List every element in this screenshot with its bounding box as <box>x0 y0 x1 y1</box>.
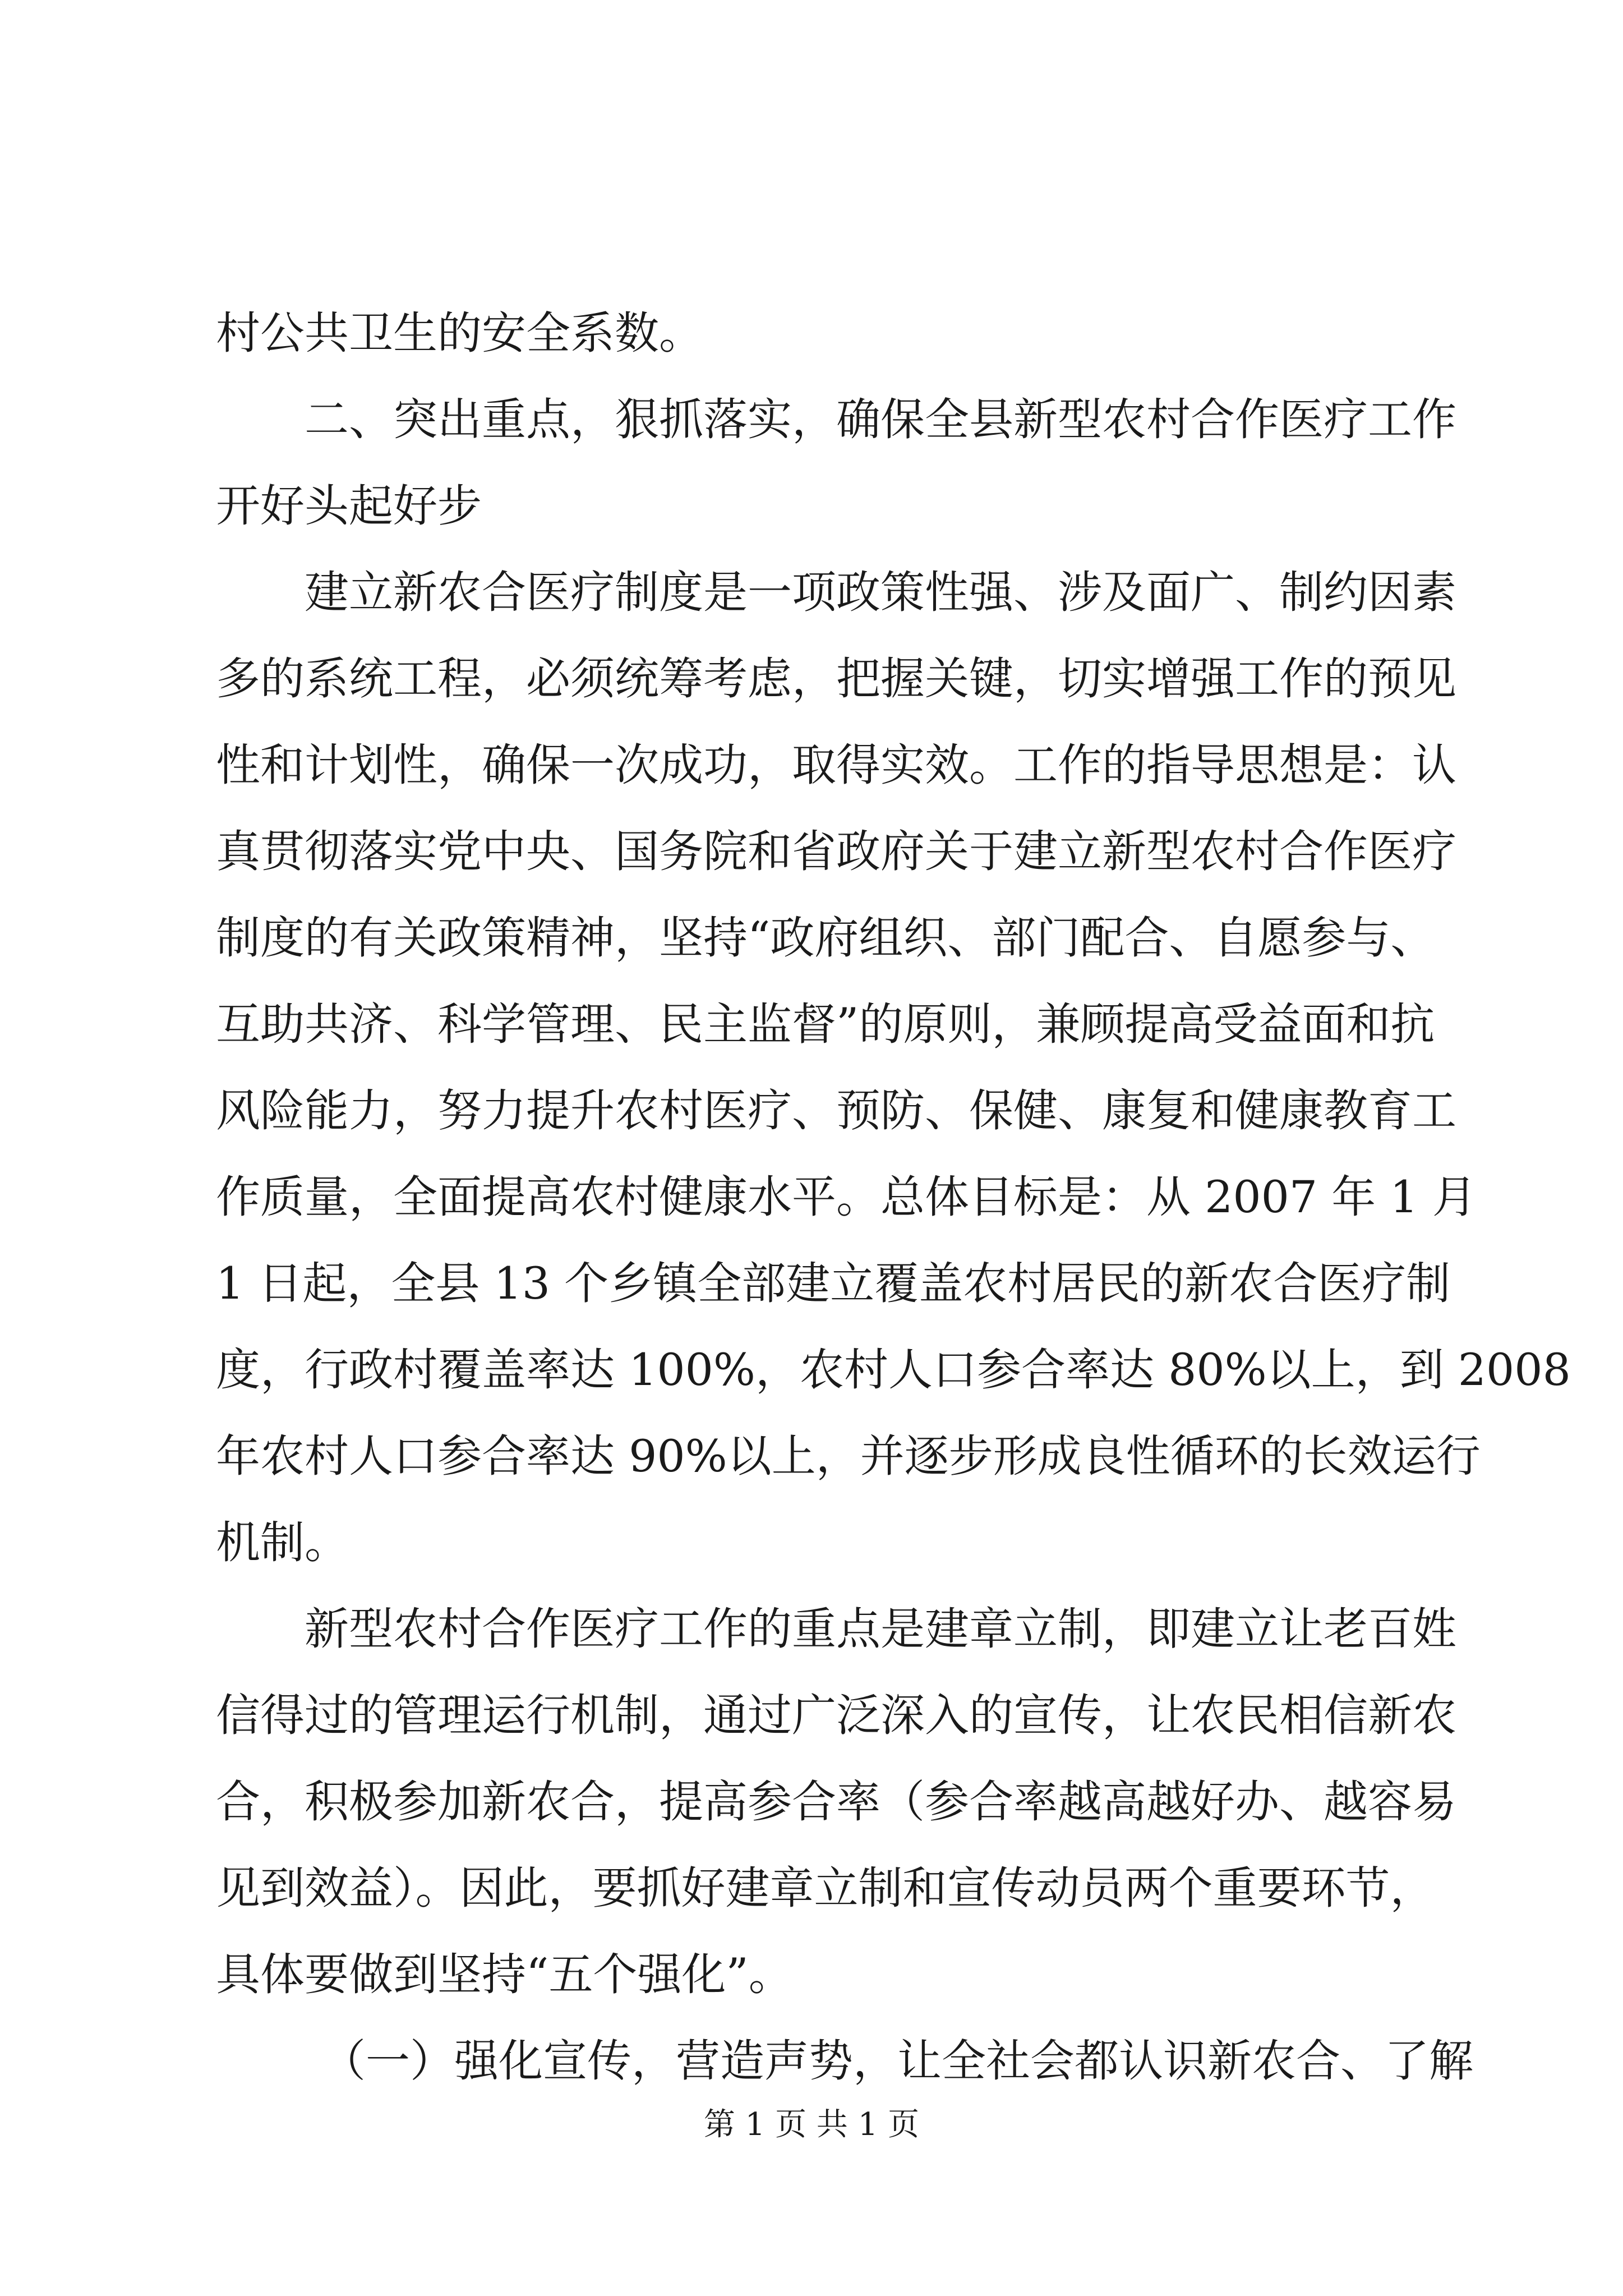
paragraph-line: 制度的有关政策精神，坚持“政府组织、部门配合、自愿参与、 <box>216 912 1435 964</box>
paragraph-line: 合，积极参加新农合，提高参合率（参合率越高越好办、越容易 <box>216 1776 1456 1828</box>
paragraph-line: 真贯彻落实党中央、国务院和省政府关于建立新型农村合作医疗 <box>216 826 1456 877</box>
paragraph-line: 机制。 <box>216 1517 349 1568</box>
paragraph-line: 互助共济、科学管理、民主监督”的原则，兼顾提高受益面和抗 <box>216 999 1435 1050</box>
paragraph-line: 多的系统工程，必须统筹考虑，把握关键，切实增强工作的预见 <box>216 653 1456 705</box>
paragraph-line: 度，行政村覆盖率达 100%，农村人口参合率达 80%以上，到 2008 <box>216 1344 1571 1396</box>
paragraph-line: 信得过的管理运行机制，通过广泛深入的宣传，让农民相信新农 <box>216 1690 1456 1741</box>
paragraph-line: 新型农村合作医疗工作的重点是建章立制，即建立让老百姓 <box>305 1603 1456 1655</box>
section-heading-line: 开好头起好步 <box>216 480 482 532</box>
paragraph-line: 见到效益）。因此，要抓好建章立制和宣传动员两个重要环节， <box>216 1862 1435 1914</box>
paragraph-line: 风险能力，努力提升农村医疗、预防、保健、康复和健康教育工 <box>216 1085 1456 1137</box>
section-heading-line: 二、突出重点，狠抓落实，确保全县新型农村合作医疗工作 <box>305 394 1456 445</box>
page-footer: 第 1 页 共 1 页 <box>703 2106 920 2143</box>
paragraph-line: 具体要做到坚持“五个强化”。 <box>216 1949 793 2000</box>
paragraph-line: 村公共卫生的安全系数。 <box>216 307 703 359</box>
paragraph-line: 作质量，全面提高农村健康水平。总体目标是：从 2007 年 1 月 <box>216 1171 1477 1223</box>
subsection-heading-line: （一）强化宣传，营造声势，让全社会都认识新农合、了解 <box>321 2035 1473 2087</box>
paragraph-line: 年农村人口参合率达 90%以上，并逐步形成良性循环的长效运行 <box>216 1430 1481 1482</box>
paragraph-line: 建立新农合医疗制度是一项政策性强、涉及面广、制约因素 <box>305 567 1456 618</box>
paragraph-line: 性和计划性，确保一次成功，取得实效。工作的指导思想是：认 <box>216 739 1456 791</box>
paragraph-line: 1 日起，全县 13 个乡镇全部建立覆盖农村居民的新农合医疗制 <box>216 1258 1451 1309</box>
